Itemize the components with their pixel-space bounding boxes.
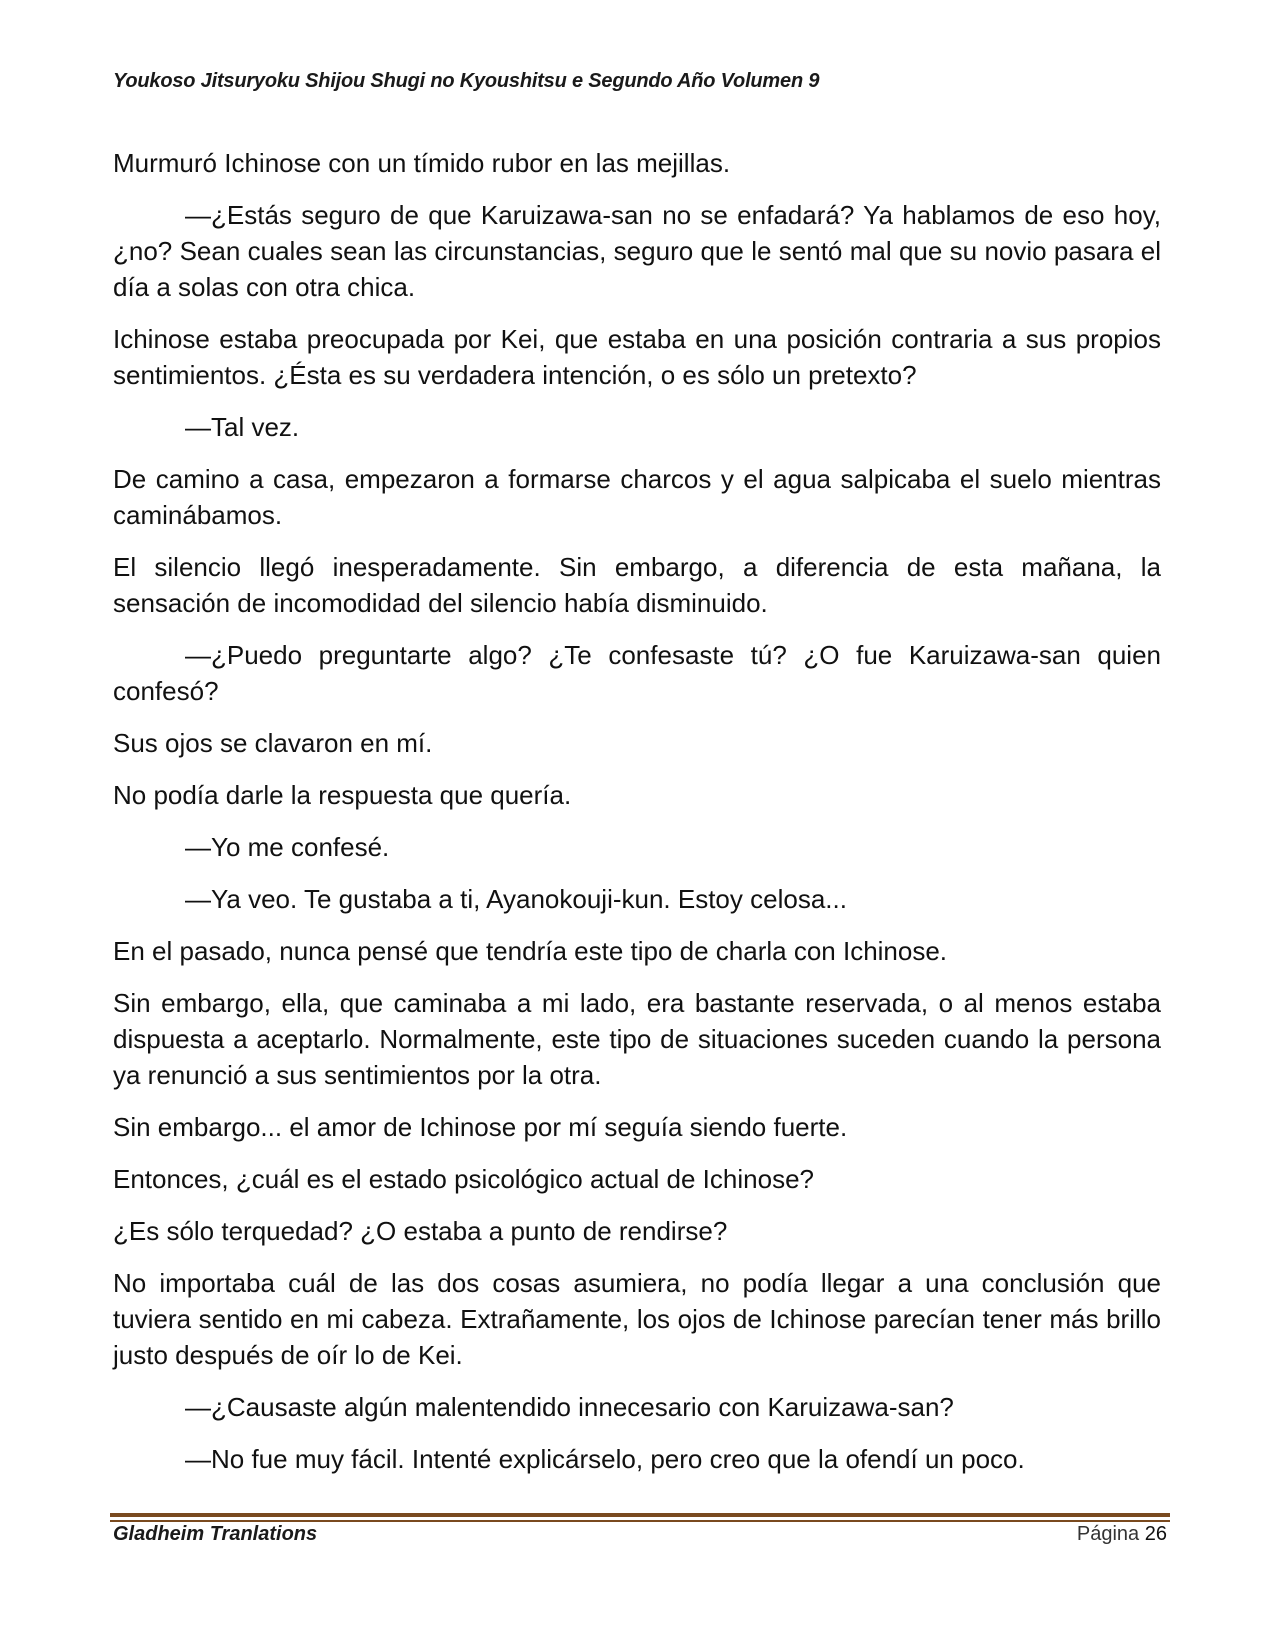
paragraph: ¿Es sólo terquedad? ¿O estaba a punto de rendirse? <box>113 1216 728 1246</box>
page-header-title: Youkoso Jitsuryoku Shijou Shugi no Kyoushitsu e Segundo Año Volumen 9 <box>113 70 820 92</box>
footer-divider-thick <box>110 1513 1170 1517</box>
paragraph: No importaba cuál de las dos cosas asumiera, no podía llegar a una conclusión que tuviera sentido en mi cabeza. Extrañamente, los ojos de Ichinose parecían tener más brillo justo después de oír lo de Kei. <box>113 1268 1161 1370</box>
footer-divider-thin <box>110 1520 1170 1522</box>
paragraph: En el pasado, nunca pensé que tendría este tipo de charla con Ichinose. <box>113 936 948 966</box>
page-label: Página <box>1076 1523 1140 1545</box>
dialog-paragraph: —No fue muy fácil. Intenté explicárselo, pero creo que la ofendí un poco. <box>185 1444 1025 1474</box>
page-number-block <box>1077 1523 1167 1546</box>
dialog-paragraph: —Tal vez. <box>185 412 300 442</box>
dialog-paragraph: —Ya veo. Te gustaba a ti, Ayanokouji-kun. Estoy celosa... <box>185 884 847 914</box>
footer-credit: Gladheim Tranlations <box>113 1523 318 1545</box>
paragraph: Murmuró Ichinose con un tímido rubor en las mejillas. <box>113 148 731 178</box>
dialog-paragraph: —¿Puedo preguntarte algo? ¿Te confesaste tú? ¿O fue Karuizawa-san quien confesó? <box>113 640 1161 706</box>
paragraph: El silencio llegó inesperadamente. Sin embargo, a diferencia de esta mañana, la sensación de incomodidad del silencio había disminuido. <box>113 552 1161 618</box>
paragraph: Sin embargo, ella, que caminaba a mi lado, era bastante reservada, o al menos estaba dispuesta a aceptarlo. Normalmente, este tipo de situaciones suceden cuando la persona ya renunció a sus sentimientos por la otra. <box>113 988 1161 1090</box>
body-text <box>113 145 1161 1493</box>
paragraph: Sus ojos se clavaron en mí. <box>113 728 433 758</box>
paragraph: No podía darle la respuesta que quería. <box>113 780 572 810</box>
paragraph: Entonces, ¿cuál es el estado psicológico actual de Ichinose? <box>113 1164 814 1194</box>
paragraph: De camino a casa, empezaron a formarse charcos y el agua salpicaba el suelo mientras caminábamos. <box>113 464 1161 530</box>
page-number: 26 <box>1144 1523 1167 1545</box>
dialog-paragraph: —¿Estás seguro de que Karuizawa-san no se enfadará? Ya hablamos de eso hoy, ¿no? Sean cuales sean las circunstancias, seguro que le sentó mal que su novio pasara el día a solas con otra chica. <box>113 200 1161 302</box>
paragraph: Sin embargo... el amor de Ichinose por mí seguía siendo fuerte. <box>113 1112 848 1142</box>
paragraph: Ichinose estaba preocupada por Kei, que estaba en una posición contraria a sus propios sentimientos. ¿Ésta es su verdadera intención, o es sólo un pretexto? <box>113 324 1161 390</box>
dialog-paragraph: —¿Causaste algún malentendido innecesario con Karuizawa-san? <box>185 1392 954 1422</box>
dialog-paragraph: —Yo me confesé. <box>185 832 390 862</box>
